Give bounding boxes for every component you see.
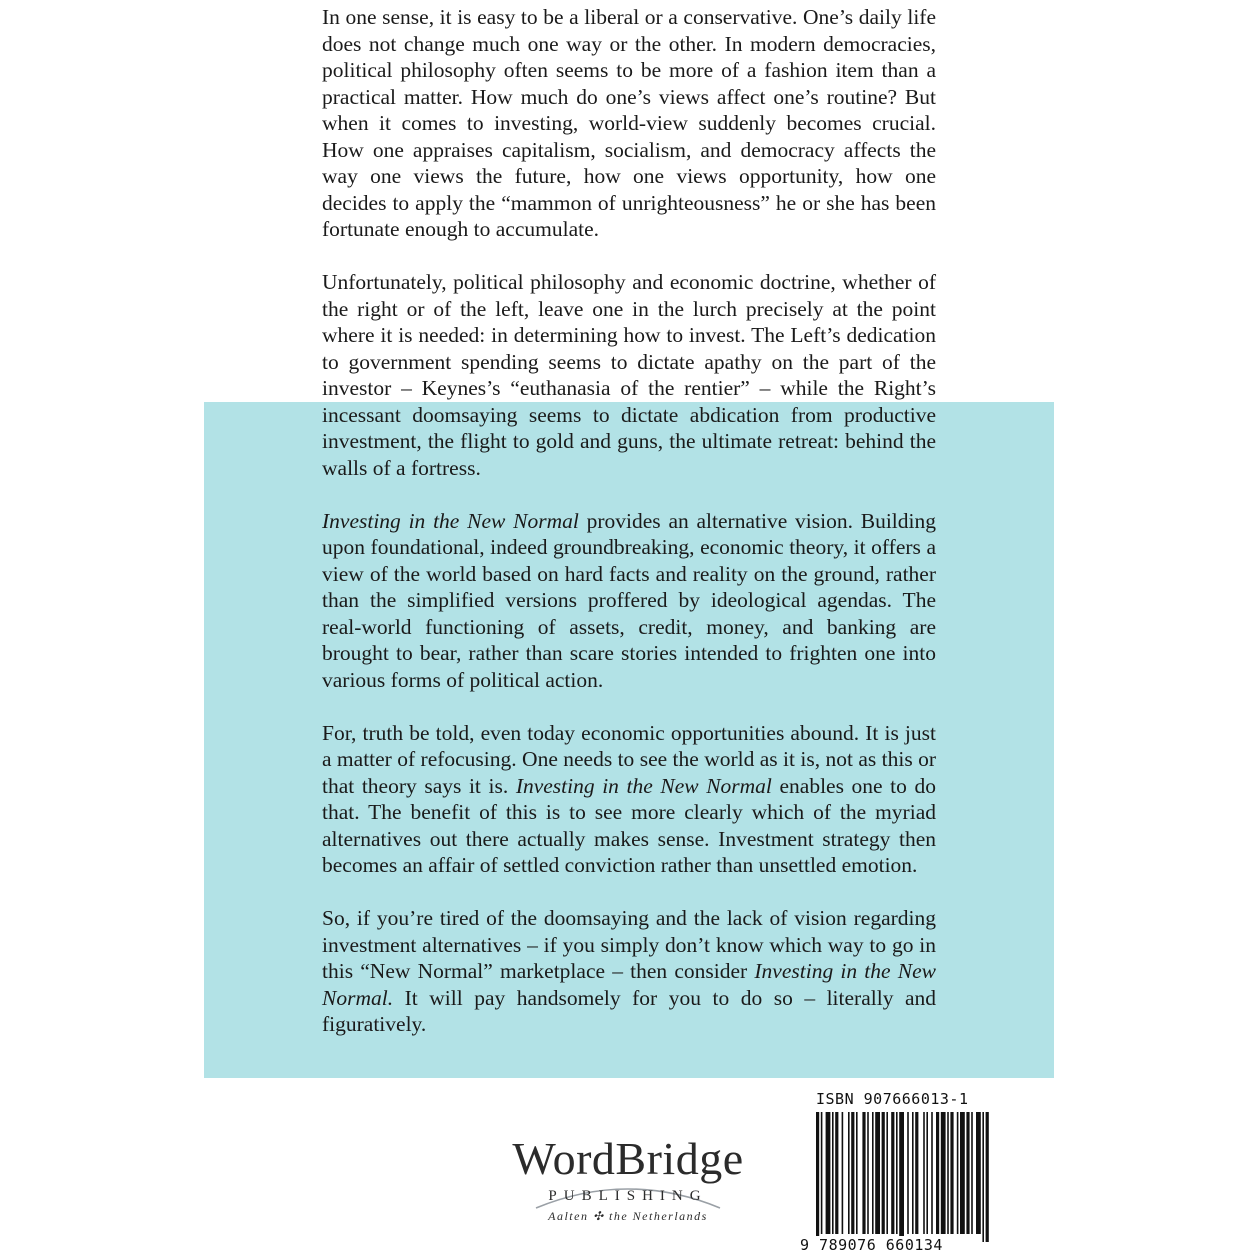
- barcode-bar: [896, 1112, 898, 1234]
- barcode-bar: [851, 1112, 854, 1234]
- ean-digits-text: 9 789076 660134: [800, 1236, 943, 1254]
- paragraph-text: So, if you’re tired of the doomsaying and the lack of vision regarding investment alternatives – if you simply don’t know which way to go in this “New Normal” marketplace – then consider: [322, 906, 936, 983]
- barcode-bar: [835, 1112, 838, 1234]
- barcode-bar: [862, 1112, 865, 1234]
- publisher-location: Aalten ✣ the Netherlands: [548, 1209, 708, 1223]
- barcode-bar: [923, 1112, 925, 1234]
- barcode-bar: [867, 1112, 869, 1234]
- barcode-bar: [856, 1112, 858, 1234]
- book-title-italic: Investing in the New Normal.: [322, 959, 936, 1010]
- blurb-paragraph-2: [322, 269, 936, 481]
- barcode-bar: [816, 1112, 819, 1242]
- publisher-subtitle: PUBLISHING: [548, 1188, 708, 1204]
- barcode-bar: [826, 1112, 831, 1234]
- book-title-italic: Investing in the New Normal: [515, 773, 772, 798]
- barcode-bar: [899, 1112, 904, 1242]
- barcode-bar: [821, 1112, 823, 1234]
- barcode-bar: [986, 1112, 989, 1242]
- barcode-bar: [872, 1112, 874, 1234]
- barcode-bar: [891, 1112, 894, 1234]
- barcode-bar: [941, 1112, 946, 1234]
- barcode-bar: [882, 1112, 885, 1234]
- barcode-bar: [832, 1112, 834, 1234]
- blurb-paragraph-1: [322, 4, 936, 243]
- paragraph-text: provides an alternative vision. Building upon foundational, indeed groundbreaking, economic theory, it offers a view of the world based on hard facts and reality on the ground, rather than the simplified versions proffered by ideological agendas. The real-world functioning of assets, credit, money, and banking are brought to bear, rather than scare stories intended to frighten one into various forms of political action.: [322, 508, 936, 692]
- barcode-bar: [926, 1112, 928, 1234]
- ean-digits: [800, 1236, 996, 1254]
- blurb-paragraph-3: [322, 508, 936, 694]
- book-title-italic: Investing in the New Normal: [322, 508, 579, 533]
- isbn-label: ISBN 907666013-1: [816, 1090, 969, 1108]
- paragraph-text: For, truth be told, even today economic opportunities abound. It is just a matter of refocusing. One needs to see the world as it is, not as this or that theory says it is.: [322, 720, 936, 798]
- paragraph-text: Unfortunately, political philosophy and economic doctrine, whether of the right or of the left, leave one in the lurch precisely at the point where it is needed: in determining how to invest. The Left’s dedication to government spending seems to dictate apathy on the part of the investor – Keynes’s “euthanasia of the rentier” – while the Right’s incessant doomsaying seems to dictate abdication from productive investment, the flight to gold and guns, the ultimate retreat: behind the walls of a fortress.: [322, 270, 936, 480]
- barcode-bar: [875, 1112, 880, 1234]
- barcode-bar: [957, 1112, 959, 1234]
- barcode-bars-icon: [814, 1112, 992, 1242]
- paragraph-text: It will pay handsomely for you to do so – literally and figuratively.: [322, 985, 936, 1036]
- barcode-bar: [848, 1112, 850, 1234]
- barcode-bar: [966, 1112, 969, 1234]
- blurb-paragraph-5: [322, 905, 936, 1038]
- blurb-text-column: [322, 4, 936, 1064]
- barcode-bar: [936, 1112, 939, 1234]
- barcode-bar: [915, 1112, 918, 1234]
- barcode-bar: [931, 1112, 933, 1234]
- barcode-bar: [947, 1112, 949, 1234]
- isbn-barcode: [800, 1090, 996, 1258]
- barcode-bar: [982, 1112, 984, 1242]
- barcode-bar: [950, 1112, 953, 1234]
- blurb-paragraph-4: [322, 720, 936, 879]
- paragraph-text: enables one to do that. The benefit of this is to see more clearly which of the myriad alternatives out there actually makes sense. Investment strategy then becomes an affair of settled conviction rather than unsettled emotion.: [322, 773, 936, 877]
- barcode-bar: [976, 1112, 981, 1234]
- barcode-bar: [912, 1112, 914, 1234]
- barcode-bar: [907, 1112, 909, 1234]
- paragraph-text: In one sense, it is easy to be a liberal or a conservative. One’s daily life does not change much one way or the other. In modern democracies, political philosophy often seems to be more of a fashion item than a practical matter. How much do one’s views affect one’s routine? But when it comes to investing, world-view suddenly becomes crucial. How one appraises capitalism, socialism, and democracy affects the way one views the future, how one views opportunity, how one decides to apply the “mammon of unrighteousness” he or she has been fortunate enough to accumulate.: [322, 5, 936, 241]
- barcode-bar: [886, 1112, 888, 1234]
- barcode-bar: [842, 1112, 844, 1234]
- publisher-name: WordBridge: [512, 1133, 744, 1184]
- barcode-bar: [971, 1112, 973, 1234]
- barcode-bar: [960, 1112, 965, 1234]
- publisher-logo: [510, 1134, 746, 1224]
